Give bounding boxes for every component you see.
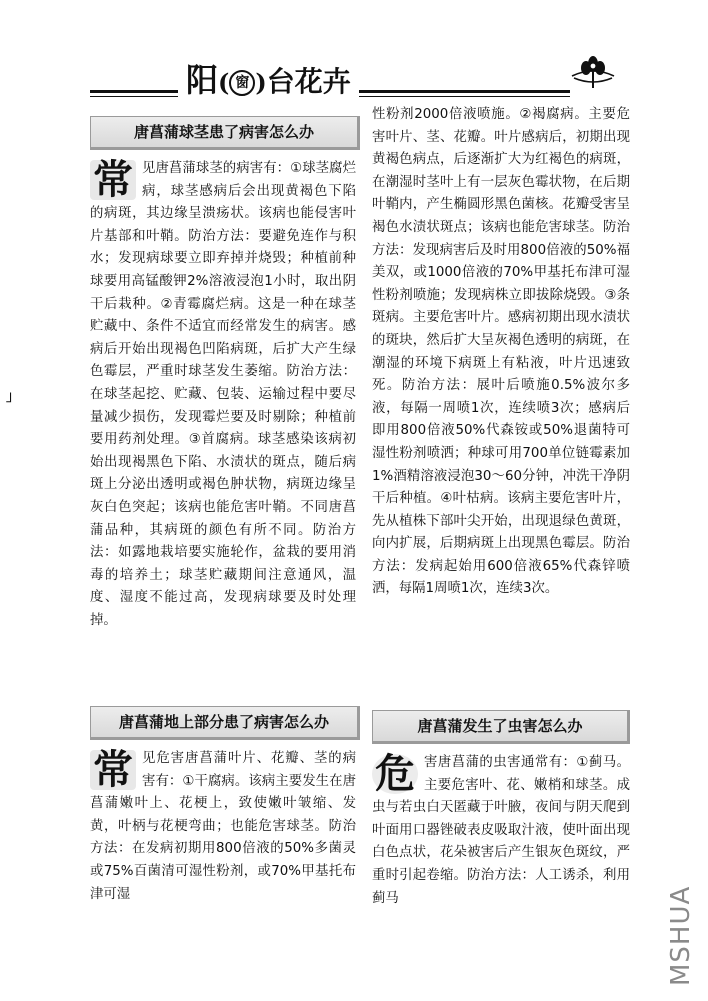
watermark-text: MSHUA <box>666 885 696 986</box>
section-title-bar <box>90 706 360 740</box>
article-column <box>372 752 630 932</box>
column-title-main: 阳 <box>186 61 219 99</box>
drop-cap: 危 <box>372 754 418 794</box>
margin-mark: 」 <box>6 389 20 405</box>
flower-ornament-icon <box>568 52 618 94</box>
section-title-bar <box>372 710 630 744</box>
article-body: 性粉剂2000倍液喷施。②褐腐病。主要危害叶片、茎、花瓣。叶片感病后，初期出现黄褐色病点，后逐渐扩大为红褐色的病斑，在潮湿时茎叶上有一层灰色霉状物，在后期叶鞘内，产生椭圆形黑色菌核。花瓣受害呈褐色水渍状斑点；该病也能危害球茎。防治方法：发现病害后及时用800倍液的50%福美双，或1000倍液的70%甲基托布津可湿性粉剂喷施；发现病株立即拔除烧毁。③条斑病。主要危害叶片。感病初期出现水渍状的斑块，然后扩大呈灰褐色透明的病斑，在潮湿的环境下病斑上有粘液，叶片迅速致死。防治方法：展叶后喷施0.5%波尔多液，每隔一周喷1次，连续喷3次；感病后即用800倍液50%代森铵或50%退菌特可湿性粉剂喷洒；种球可用700单位链霉素加1%酒精溶液浸泡30～60分钟，冲洗干净阴干后种植。④叶枯病。该病主要危害叶片，先从植株下部叶尖开始，出现退绿色黄斑，向内扩展，后期病斑上出现黑色霉层。防治方法：发病起始用600倍液65%代森锌喷洒，每隔1周喷1次，连续3次。 <box>372 107 630 597</box>
section-title: 唐菖蒲发生了虫害怎么办 <box>417 717 583 735</box>
drop-cap: 常 <box>90 160 136 200</box>
section-title-bar <box>90 116 360 150</box>
article-body: 见危害唐菖蒲叶片、花瓣、茎的病害有：①干腐病。该病主要发生在唐菖蒲嫩叶上、花梗上，致使嫩叶皱缩、发黄，叶柄与花梗弯曲；也能危害球茎。防治方法：在发病初期用800倍液的50%多菌灵或75%百菌清可湿性粉剂，或70%甲基托布津可湿 <box>90 751 356 902</box>
page-header <box>90 60 570 106</box>
article-column <box>90 158 356 698</box>
column-title-ring: 窗 <box>229 70 255 96</box>
section-title: 唐菖蒲地上部分患了病害怎么办 <box>118 713 329 731</box>
article-column <box>90 748 356 928</box>
article-body: 害唐菖蒲的虫害通常有：①蓟马。主要危害叶、花、嫩梢和球茎。成虫与若虫白天匿藏于叶腋，夜间与阴天爬到叶面用口器锉破表皮吸取汁液，使叶面出现白色点状，花朵被害后产生银灰色斑纹，严重时引起卷缩。防治方法：人工诱杀，利用蓟马 <box>372 755 630 906</box>
article-column-continued <box>372 104 630 704</box>
column-title-end: 台花卉 <box>266 65 351 98</box>
article-body: 见唐菖蒲球茎的病害有：①球茎腐烂病，球茎感病后会出现黄褐色下陷的病斑，其边缘呈溃疡状。该病也能侵害叶片基部和叶鞘。防治方法：要避免连作与积水；发现病球要立即弃掉并烧毁；种植前种球要用高锰酸钾2%溶液浸泡1小时，取出阴干后栽种。②青霉腐烂病。这是一种在球茎贮藏中、条件不适宜而经常发生的病害。感病后开始出现褐色凹陷病斑，后扩大产生绿色霉层，严重时球茎发生萎缩。防治方法：在球茎起挖、贮藏、包装、运输过程中要尽量减少损伤，发现霉烂要及时剔除；种植前要用药剂处理。③首腐病。球茎感染该病初始出现褐黑色下陷、水渍状的斑点，随后病斑上分泌出透明或褐色肿状物，病斑边缘呈灰白色突起；该病也能危害叶鞘。不同唐菖蒲品种，其病斑的颜色有所不同。防治方法：如露地栽培要实施轮作，盆栽的要用消毒的培养土；球茎贮藏期间注意通风，温度、湿度不能过高，发现病球要及时处理掉。 <box>90 161 356 628</box>
section-title: 唐菖蒲球茎患了病害怎么办 <box>133 123 314 141</box>
watermark <box>662 885 696 988</box>
drop-cap: 常 <box>90 750 136 790</box>
column-title: 阳( 窗 )台花卉 <box>178 60 359 103</box>
